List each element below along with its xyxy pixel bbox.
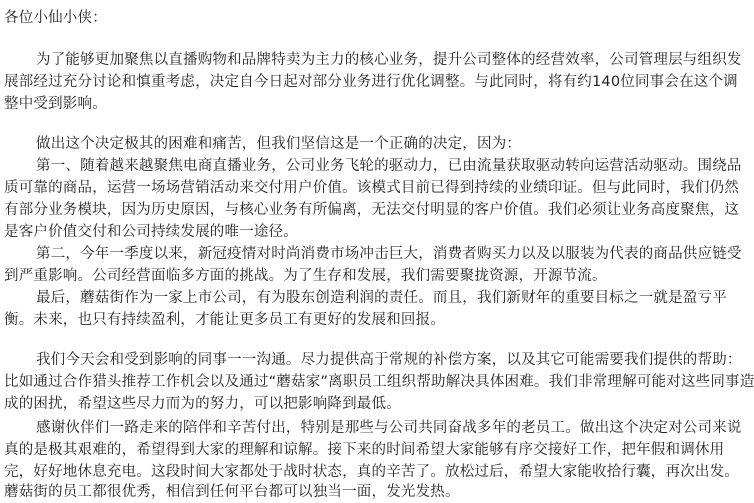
paragraph-2-line-8: 最后，蘑菇街作为一家上市公司，有为股东创造利润的责任。而且，我们新财年的重要目标之一就是盈亏平 <box>36 290 727 306</box>
paragraph-1-line-1: 为了能够更加聚焦以直播购物和品牌特卖为主力的核心业务，提升公司整体的经营效率，公司管理层与组织发 <box>36 52 742 68</box>
paragraph-3-line-1: 我们今天会和受到影响的同事一一沟通。尽力提供高于常规的补偿方案，以及其它可能需要我们提供的帮助： <box>36 352 742 368</box>
paragraph-4-line-2: 真的是极其艰难的，希望得到大家的理解和谅解。接下来的时间希望大家能够有序交接好工作，把年假和调休用 <box>4 442 725 458</box>
paragraph-2-line-1: 做出这个决定极其的困难和痛苦，但我们坚信这是一个正确的决定，因为： <box>36 136 522 152</box>
paragraph-2-line-2: 第一、随着越来越聚焦电商直播业务，公司业务飞轮的驱动力，已由流量获取驱动转向运营活动驱动。围绕品 <box>36 158 742 174</box>
paragraph-4-line-1: 感谢伙伴们一路走来的陪伴和辛苦付出，特别是那些与公司共同奋战多年的老员工。做出这个决定对公司来说 <box>36 420 742 436</box>
paragraph-4-line-3: 完，好好地休息充电。这段时间大家都处于战时状态，真的辛苦了。放松过后，希望大家能收拾行囊，再次出发。 <box>4 464 739 480</box>
paragraph-3-line-2: 比如通过合作猎头推荐工作机会以及通过“蘑菇家”离职员工组织帮助解决具体困难。我们非常理解可能对这些同事造 <box>4 374 754 390</box>
paragraph-2-line-5: 是客户价值交付和公司持续发展的唯一途径。 <box>4 224 298 240</box>
paragraph-2-line-6: 第二，今年一季度以来，新冠疫情对时尚消费市场冲击巨大，消费者购买力以及以服装为代表的商品供应链受 <box>36 246 742 262</box>
paragraph-2-line-3: 质可靠的商品，运营一场场营销活动来交付用户价值。该模式目前已得到持续的业绩印证。但与此同时，我们仍然 <box>4 180 739 196</box>
paragraph-2-line-7: 到严重影响。公司经营面临多方面的挑战。为了生存和发展，我们需要聚拢资源，开源节流。 <box>4 268 607 284</box>
paragraph-1-line-2: 展部经过充分讨论和慎重考虑，决定自今日起对部分业务进行优化调整。与此同时，将有约140位同事会在这个调 <box>4 74 738 90</box>
paragraph-4-line-4: 蘑菇街的员工都很优秀，相信到任何平台都可以独当一面，发光发热。 <box>4 484 460 500</box>
paragraph-3-line-3: 成的困扰，希望这些尽力而为的努力，可以把影响降到最低。 <box>4 396 401 412</box>
greeting: 各位小仙小侠： <box>4 10 107 26</box>
paragraph-2-line-4: 有部分业务模块，因为历史原因，与核心业务有所偏离，无法交付明显的客户价值。我们必须让业务高度聚焦，这 <box>4 202 739 218</box>
paragraph-2-line-9: 衡。未来，也只有持续盈利，才能让更多员工有更好的发展和回报。 <box>4 312 445 328</box>
paragraph-1-line-3: 整中受到影响。 <box>4 96 107 112</box>
